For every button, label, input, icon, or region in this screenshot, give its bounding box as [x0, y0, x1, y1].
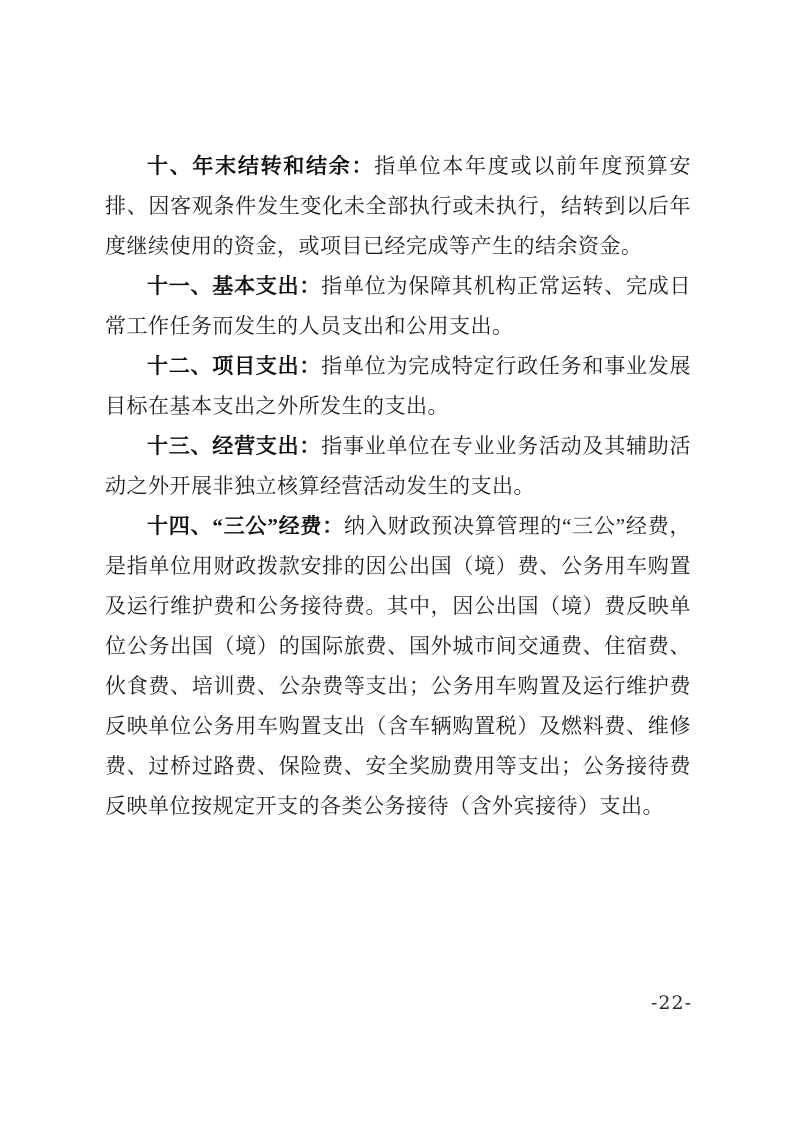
term-definition: 指事业单位在专业业务活动及其辅助活动之外开展非独立核算经营活动发生的支出。 [105, 434, 692, 498]
term-heading: 十、年末结转和结余： [147, 154, 375, 178]
term-heading: 十一、基本支出： [147, 274, 322, 298]
term-heading: 十二、项目支出： [147, 354, 322, 378]
definition-paragraph [105, 346, 691, 426]
term-heading: 十四、“三公”经费： [147, 514, 345, 538]
term-definition: 指单位为保障其机构正常运转、完成日常工作任务而发生的人员支出和公用支出。 [105, 274, 692, 338]
term-definition: 指单位本年度或以前年度预算安排、因客观条件发生变化未全部执行或未执行，结转到以后年度继续使用的资金，或项目已经完成等产生的结余资金。 [105, 154, 692, 258]
page-number: -22- [650, 992, 692, 1014]
term-definition: 指单位为完成特定行政任务和事业发展目标在基本支出之外所发生的支出。 [105, 354, 692, 418]
document-body-text [105, 146, 691, 826]
definition-paragraph [105, 146, 691, 266]
definition-paragraph [105, 426, 691, 506]
term-definition: 纳入财政预决算管理的“三公”经费，是指单位用财政拨款安排的因公出国（境）费、公务用车购置及运行维护费和公务接待费。其中，因公出国（境）费反映单位公务出国（境）的国际旅费、国外城市间交通费、住宿费、伙食费、培训费、公杂费等支出；公务用车购置及运行维护费反映单位公务用车购置支出（含车辆购置税）及燃料费、维修费、过桥过路费、保险费、安全奖励费用等支出；公务接待费反映单位按规定开支的各类公务接待（含外宾接待）支出。 [105, 514, 692, 818]
definition-paragraph [105, 266, 691, 346]
term-heading: 十三、经营支出： [147, 434, 322, 458]
definition-paragraph [105, 506, 691, 826]
